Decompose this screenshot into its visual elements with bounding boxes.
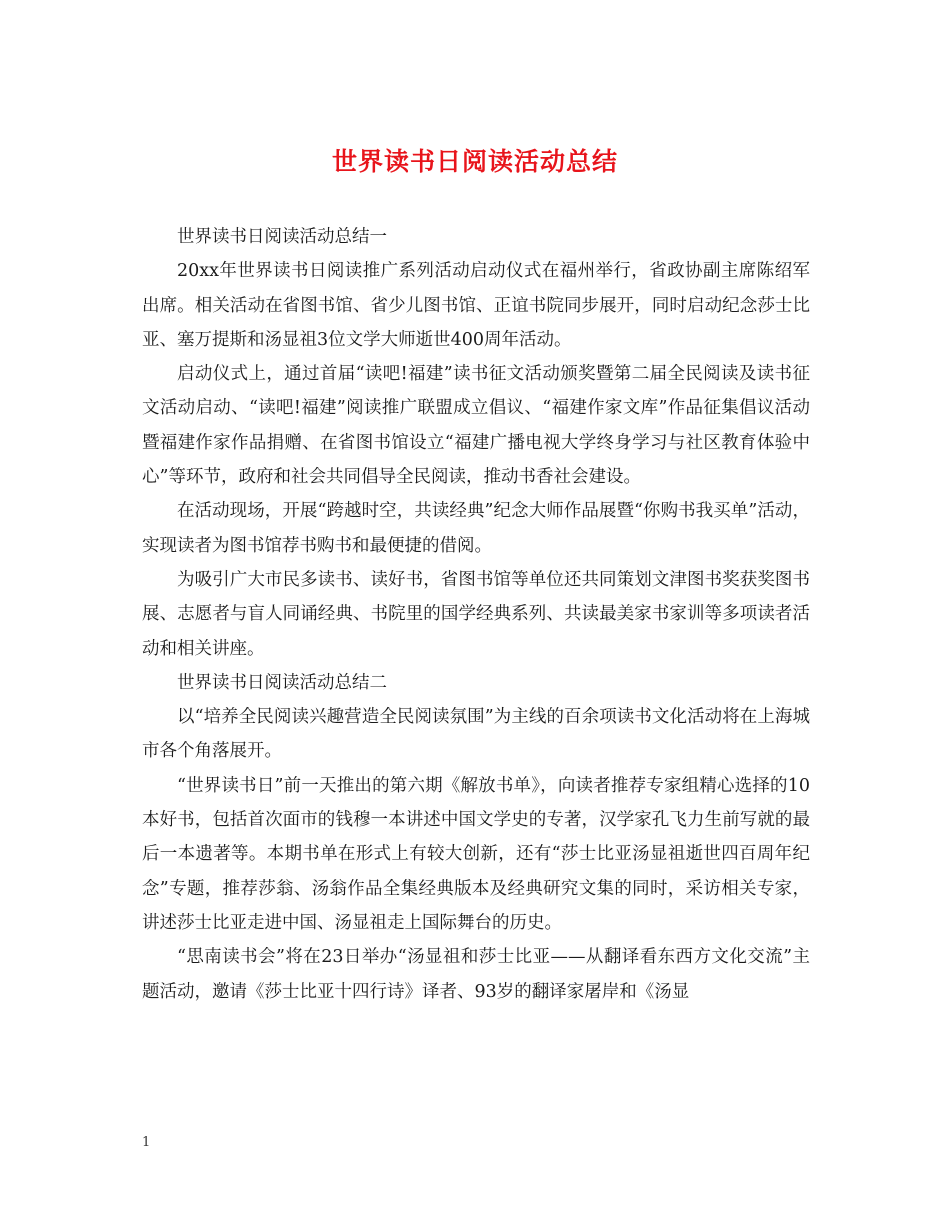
document-title: 世界读书日阅读活动总结	[331, 147, 618, 176]
paragraph: 20xx年世界读书日阅读推广系列活动启动仪式在福州举行，省政协副主席陈绍军出席。相关活动在省图书馆、省少儿图书馆、正谊书院同步展开，同时启动纪念莎士比亚、塞万提斯和汤显祖3位文学大师逝世400周年活动。	[142, 261, 810, 350]
paragraph: “世界读书日”前一天推出的第六期《解放书单》，向读者推荐专家组精心选择的10本好书，包括首次面市的钱穆一本讲述中国文学史的专著，汉学家孔飞力生前写就的最后一本遗著等。本期书单在形式上有较大创新，还有“莎士比亚汤显祖逝世四百周年纪念”专题，推荐莎翁、汤翁作品全集经典版本及经典研究文集的同时，采访相关专家，讲述莎士比亚走进中国、汤显祖走上国际舞台的历史。	[142, 775, 810, 933]
paragraph: 启动仪式上，通过首届“读吧!福建”读书征文活动颁奖暨第二届全民阅读及读书征文活动启动、“读吧!福建”阅读推广联盟成立倡议、“福建作家文库”作品征集倡议活动暨福建作家作品捐赠、在省图书馆设立“福建广播电视大学终身学习与社区教育体验中心”等环节，政府和社会共同倡导全民阅读，推动书香社会建设。	[142, 364, 810, 488]
paragraph: 在活动现场，开展“跨越时空，共读经典”纪念大师作品展暨“你购书我买单”活动，实现读者为图书馆荐书购书和最便捷的借阅。	[142, 501, 810, 556]
paragraph: “思南读书会”将在23日举办“汤显祖和莎士比亚——从翻译看东西方文化交流”主题活动，邀请《莎士比亚十四行诗》译者、93岁的翻译家屠岸和《汤显	[142, 947, 810, 1002]
section-heading: 世界读书日阅读活动总结二	[177, 672, 387, 693]
paragraph: 为吸引广大市民多读书、读好书，省图书馆等单位还共同策划文津图书奖获奖图书展、志愿者与盲人同诵经典、书院里的国学经典系列、共读最美家书家训等多项读者活动和相关讲座。	[142, 569, 810, 659]
paragraph: 以“培养全民阅读兴趣营造全民阅读氛围”为主线的百余项读书文化活动将在上海城市各个角落展开。	[142, 707, 810, 762]
section-heading: 世界读书日阅读活动总结一	[177, 227, 387, 247]
page-number: 1	[142, 1135, 151, 1150]
document-body	[142, 220, 810, 1009]
